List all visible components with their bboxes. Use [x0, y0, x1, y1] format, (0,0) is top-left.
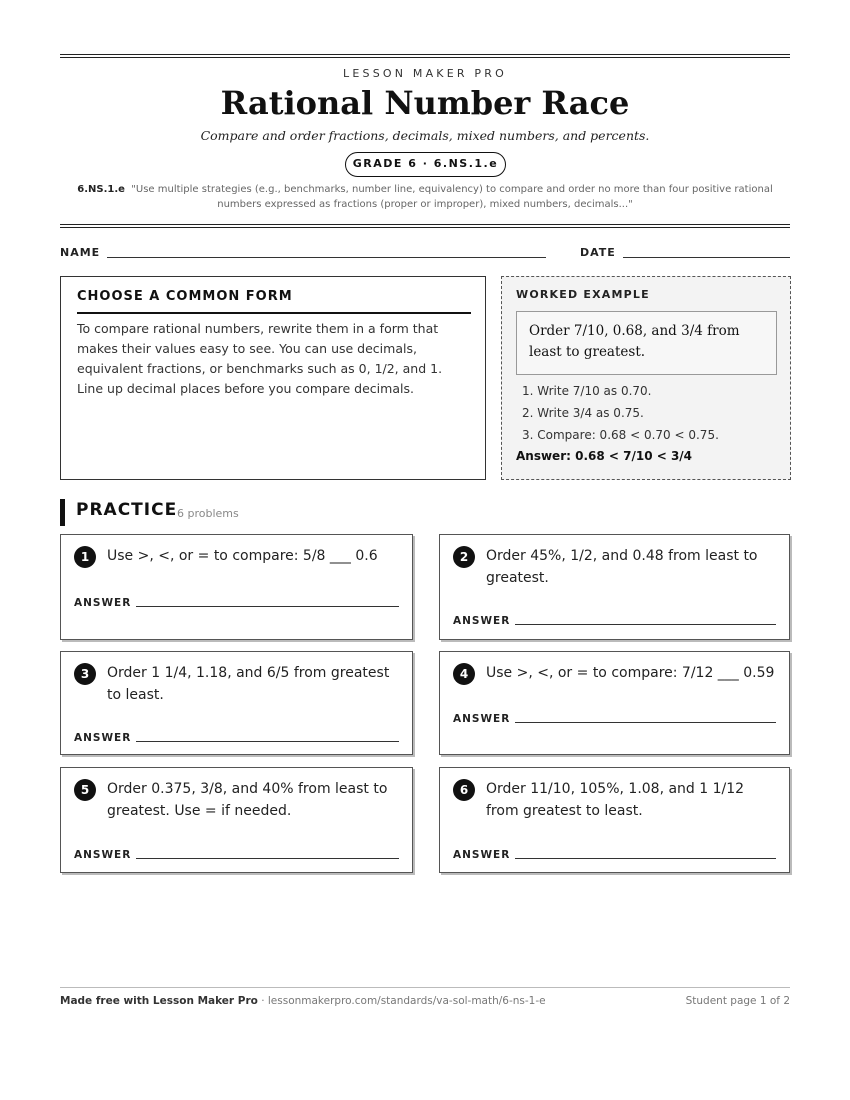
worked-example-step: 3. Compare: 0.68 < 0.70 < 0.75.: [522, 428, 719, 442]
problem-card-4: [439, 651, 790, 755]
worked-example-answer: Answer: 0.68 < 7/10 < 3/4: [516, 449, 693, 463]
name-label: NAME: [60, 246, 101, 259]
answer-field[interactable]: [515, 722, 776, 723]
worked-example-prompt: Order 7/10, 0.68, and 3/4 from least to greatest.: [516, 311, 777, 375]
concept-heading-rule: [77, 312, 471, 314]
problem-text: Order 1 1/4, 1.18, and 6/5 from greatest to least.: [107, 665, 390, 703]
header-bottom-double-rule: [60, 224, 790, 228]
answer-field[interactable]: [136, 606, 399, 607]
worked-example-box: [501, 276, 791, 480]
problem-text: Order 11/10, 105%, 1.08, and 1 1/12 from greatest to least.: [486, 781, 745, 819]
worked-example-heading: WORKED EXAMPLE: [516, 288, 650, 301]
problem-text: Use >, <, or = to compare: 5/8 ___ 0.6: [107, 548, 378, 564]
practice-heading: PRACTICE: [76, 500, 178, 520]
date-label: DATE: [580, 246, 616, 259]
concept-box: [60, 276, 486, 480]
page-subtitle: Compare and order fractions, decimals, mixed numbers, and percents.: [200, 128, 650, 143]
answer-field[interactable]: [136, 858, 399, 859]
footer-rule: [60, 987, 790, 988]
date-field[interactable]: [623, 257, 790, 258]
worked-example-step: 2. Write 3/4 as 0.75.: [522, 406, 644, 420]
worked-example-step: 1. Write 7/10 as 0.70.: [522, 384, 652, 398]
page-title: Rational Number Race: [220, 84, 630, 122]
name-field[interactable]: [107, 257, 546, 258]
practice-count: 6 problems: [177, 507, 239, 520]
footer-credit: [60, 995, 546, 1007]
answer-field[interactable]: [515, 858, 776, 859]
answer-label: ANSWER: [74, 849, 132, 861]
problem-number-badge: 4: [453, 663, 475, 685]
concept-heading: CHOOSE A COMMON FORM: [77, 289, 293, 304]
practice-accent-bar: [60, 499, 65, 526]
standard-description: [75, 182, 775, 212]
answer-field[interactable]: [136, 741, 399, 742]
answer-label: ANSWER: [74, 732, 132, 744]
problem-text: Order 45%, 1/2, and 0.48 from least to greatest.: [486, 548, 758, 586]
problem-card-5: [60, 767, 413, 873]
problem-number-badge: 5: [74, 779, 96, 801]
top-double-rule: [60, 54, 790, 58]
problem-number-badge: 1: [74, 546, 96, 568]
problem-card-3: [60, 651, 413, 755]
answer-label: ANSWER: [453, 713, 511, 725]
answer-field[interactable]: [515, 624, 776, 625]
brand-name: LESSON MAKER PRO: [343, 67, 507, 80]
worked-example-steps: [522, 380, 719, 446]
problem-text: Use >, <, or = to compare: 7/12 ___ 0.59: [486, 665, 775, 681]
problem-number-badge: 2: [453, 546, 475, 568]
footer-made-with: Made free with Lesson Maker Pro: [60, 995, 258, 1007]
concept-body: To compare rational numbers, rewrite them in a form that makes their values easy to see. You can use decimals, equivalent fractions, or benchmarks such as 0, 1/2, and 1. Line up decimal places before you compare decimals.: [77, 321, 443, 396]
problem-card-6: [439, 767, 790, 873]
problem-number-badge: 6: [453, 779, 475, 801]
problem-card-1: [60, 534, 413, 640]
answer-label: ANSWER: [453, 615, 511, 627]
problem-card-2: [439, 534, 790, 640]
footer-url[interactable]: · lessonmakerpro.com/standards/va-sol-math/6-ns-1-e: [257, 995, 546, 1007]
answer-label: ANSWER: [453, 849, 511, 861]
footer-page-number: Student page 1 of 2: [685, 995, 790, 1007]
standard-code: 6.NS.1.e: [77, 184, 125, 195]
grade-badge: GRADE 6 · 6.NS.1.e: [345, 152, 506, 177]
standard-text: "Use multiple strategies (e.g., benchmarks, number line, equivalency) to compare and order no more than four positive rational numbers expressed as fractions (proper or improper), mixed numbers, decimals...": [131, 184, 773, 210]
answer-label: ANSWER: [74, 597, 132, 609]
problem-text: Order 0.375, 3/8, and 40% from least to greatest. Use = if needed.: [107, 781, 388, 819]
problem-number-badge: 3: [74, 663, 96, 685]
